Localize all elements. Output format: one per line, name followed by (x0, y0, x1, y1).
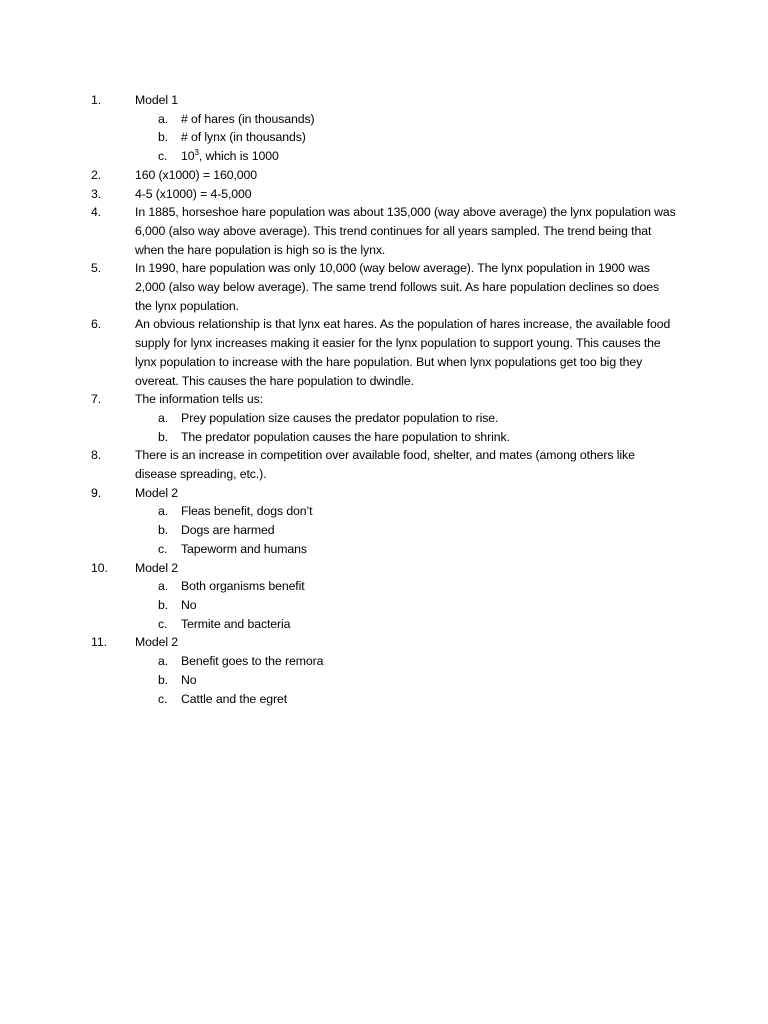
sub-answer-item (0, 128, 678, 147)
sub-answer-letter: c. (158, 541, 168, 556)
sub-answer-item (0, 540, 678, 559)
sub-answer-item (0, 521, 678, 540)
sub-answer-item (0, 671, 678, 690)
answer-item (0, 259, 678, 315)
answer-text: Model 2 (135, 635, 179, 650)
answer-item (0, 446, 678, 483)
sub-answer-item (0, 577, 678, 596)
sub-answer-item (0, 615, 678, 634)
answer-number: 8. (91, 448, 102, 463)
answer-number: 9. (91, 485, 102, 500)
sub-answer-letter: a. (158, 654, 169, 669)
answer-text: 160 (x1000) = 160,000 (135, 167, 257, 182)
exponent-base: 10 (181, 149, 195, 164)
answer-number: 1. (91, 93, 102, 107)
answer-number: 4. (91, 205, 102, 220)
answer-number: 3. (91, 186, 102, 201)
sub-answer-item (0, 409, 678, 428)
sub-answer-text: Termite and bacteria (181, 616, 291, 631)
answer-text: There is an increase in competition over available food, shelter, and mates (among others like disease spreading, etc.). (135, 448, 635, 482)
answer-item (0, 185, 678, 204)
sub-answer-text: Benefit goes to the remora (181, 654, 324, 669)
sub-answer-letter: b. (158, 672, 169, 687)
answer-number: 6. (91, 317, 102, 332)
sub-answer-item (0, 596, 678, 615)
sub-answer-text: Cattle and the egret (181, 691, 288, 706)
sub-answer-text: Both organisms benefit (181, 579, 305, 594)
answer-text: In 1885, horseshoe hare population was about 135,000 (way above average) the lynx population was 6,000 (also way above average). This trend continues for all years sampled. The trend being that when the hare population is high so is the lynx. (135, 205, 676, 257)
sub-answer-letter: b. (158, 429, 169, 444)
answer-text: Model 2 (135, 560, 179, 575)
sub-answer-text: # of hares (in thousands) (181, 111, 315, 126)
sub-answer-letter: a. (158, 504, 169, 519)
answer-list (0, 91, 768, 708)
answer-item (0, 390, 678, 409)
sub-answer-letter: c. (158, 616, 168, 631)
answer-item (0, 91, 678, 110)
sub-answer-letter: a. (158, 410, 169, 425)
sub-answer-letter: c. (158, 691, 168, 706)
answer-number: 7. (91, 392, 102, 407)
answer-item (0, 203, 678, 259)
answer-number: 10. (91, 560, 108, 575)
answer-number: 2. (91, 167, 102, 182)
sub-answer-text: Tapeworm and humans (181, 541, 307, 556)
sub-answer-text: No (181, 672, 197, 687)
answer-text: Model 2 (135, 485, 179, 500)
answer-text: 4-5 (x1000) = 4-5,000 (135, 186, 252, 201)
sub-answer-item (0, 652, 678, 671)
answer-number: 5. (91, 261, 102, 276)
answer-text: In 1990, hare population was only 10,000 (way below average). The lynx population in 1900 was 2,000 (also way below average). The same trend follows suit. As hare population declines so does the lynx population. (135, 261, 660, 313)
sub-answer-item (0, 428, 678, 447)
answer-text: An obvious relationship is that lynx eat hares. As the population of hares increase, the available food supply for lynx increases making it easier for the lynx population to support young. This causes the lynx population to increase with the hare population. But when lynx populations get too big they overeat. This causes the hare population to dwindle. (135, 317, 671, 388)
answer-text: Model 1 (135, 93, 179, 107)
sub-answer-text: Dogs are harmed (181, 523, 275, 538)
answer-item (0, 166, 678, 185)
sub-answer-text: # of lynx (in thousands) (181, 130, 306, 145)
sub-answer-letter: a. (158, 579, 169, 594)
sub-answer-text: The predator population causes the hare population to shrink. (181, 429, 510, 444)
sub-answer-text: Prey population size causes the predator population to rise. (181, 410, 499, 425)
answer-item (0, 559, 678, 578)
answer-item (0, 484, 678, 503)
sub-answer-text: Fleas benefit, dogs don’t (181, 504, 313, 519)
sub-answer-text: No (181, 597, 197, 612)
sub-answer-letter: b. (158, 597, 169, 612)
sub-answer-letter: a. (158, 111, 169, 126)
sub-answer-item (0, 502, 678, 521)
sub-answer-letter: b. (158, 130, 169, 145)
sub-answer-item (0, 690, 678, 709)
answer-text: The information tells us: (135, 392, 264, 407)
sub-answer-item (0, 110, 678, 129)
answer-item (0, 315, 678, 390)
sub-answer-text (181, 149, 279, 163)
sub-answer-item (0, 147, 678, 166)
answer-item (0, 633, 678, 652)
answer-number: 11. (91, 635, 107, 650)
sub-answer-letter: b. (158, 523, 169, 538)
sub-answer-letter: c. (158, 149, 168, 164)
exponent-superscript: 3 (194, 148, 199, 158)
exponent-rest: , which is 1000 (198, 149, 279, 164)
